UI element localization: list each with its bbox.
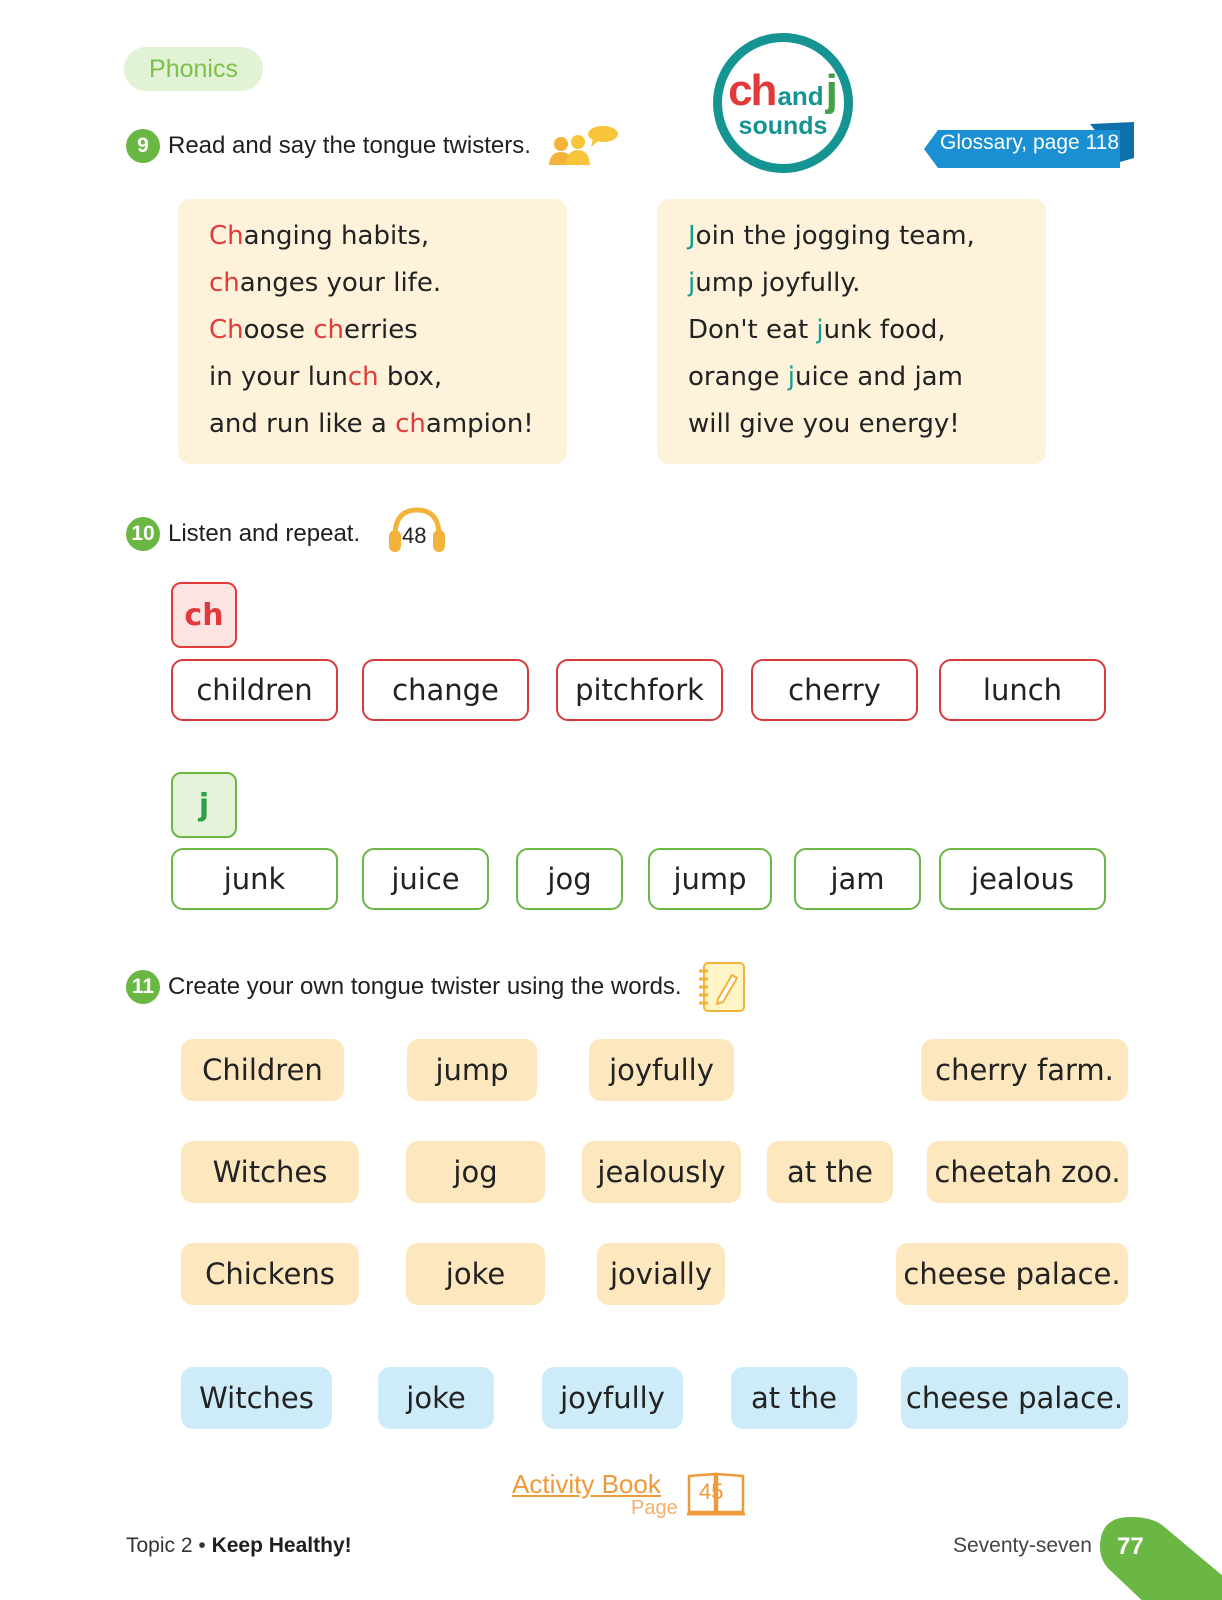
- activity-book-page-label: Page: [631, 1497, 678, 1519]
- ch-category-label: ch: [171, 582, 237, 648]
- j-category-label: j: [171, 772, 237, 838]
- topic-label: Topic 2 •: [126, 1534, 206, 1557]
- activity-11-instruction: [126, 959, 748, 1015]
- j-word: junk: [171, 848, 338, 910]
- notebook-pencil-icon: [696, 959, 748, 1015]
- track-number: 48: [402, 523, 427, 548]
- word-chip[interactable]: cherry farm.: [921, 1039, 1128, 1101]
- example-chip: at the: [731, 1367, 857, 1429]
- j-word: jam: [794, 848, 921, 910]
- activity-9-instruction: [126, 125, 621, 167]
- twister-line: Join the jogging team,: [688, 221, 975, 251]
- twister-line: orange juice and jam: [688, 362, 963, 392]
- word-chip[interactable]: joyfully: [589, 1039, 734, 1101]
- speaking-people-icon: [547, 125, 621, 167]
- twister-line: in your lunch box,: [209, 362, 443, 392]
- ch-word: pitchfork: [556, 659, 723, 721]
- activity-number: 9: [126, 129, 160, 163]
- word-chip[interactable]: Children: [181, 1039, 344, 1101]
- activity-book-label: Activity Book: [512, 1469, 661, 1499]
- tongue-twister-ch-panel: [178, 199, 567, 464]
- badge-j: j: [825, 65, 838, 115]
- tongue-twister-j-panel: [657, 199, 1046, 464]
- twister-line: changes your life.: [209, 268, 442, 298]
- j-word: jump: [648, 848, 772, 910]
- twister-line: and run like a champion!: [209, 409, 534, 439]
- topic-title: Keep Healthy!: [211, 1534, 352, 1557]
- badge-sounds: sounds: [738, 111, 828, 140]
- ch-word: cherry: [751, 659, 918, 721]
- word-chip[interactable]: jealously: [582, 1141, 741, 1203]
- activity-number: 11: [126, 970, 160, 1004]
- j-word: jog: [516, 848, 623, 910]
- activity-10-instruction: [126, 517, 360, 551]
- ch-and-j-sounds-badge: [713, 33, 853, 173]
- j-word: juice: [362, 848, 489, 910]
- j-word: jealous: [939, 848, 1106, 910]
- word-chip[interactable]: Chickens: [181, 1243, 359, 1305]
- instruction-text: Read and say the tongue twisters.: [168, 132, 531, 159]
- page-number-tab: [1100, 1517, 1222, 1600]
- page-word: Seventy-seven: [953, 1534, 1092, 1557]
- word-chip[interactable]: Witches: [181, 1141, 359, 1203]
- twister-line: jump joyfully.: [688, 268, 861, 298]
- page-number: 77: [1117, 1533, 1144, 1560]
- twister-line: Choose cherries: [209, 315, 418, 345]
- word-chip[interactable]: joke: [406, 1243, 545, 1305]
- activity-number: 10: [126, 517, 160, 551]
- topic-footer: [126, 1534, 352, 1558]
- audio-track-button[interactable]: [387, 506, 447, 556]
- word-chip[interactable]: jovially: [597, 1243, 725, 1305]
- ch-word: lunch: [939, 659, 1106, 721]
- example-chip: Witches: [181, 1367, 332, 1429]
- activity-book-link[interactable]: [512, 1465, 752, 1525]
- instruction-text: Listen and repeat.: [168, 520, 361, 547]
- word-chip[interactable]: cheetah zoo.: [927, 1141, 1128, 1203]
- ch-word: children: [171, 659, 338, 721]
- word-chip[interactable]: cheese palace.: [896, 1243, 1128, 1305]
- word-chip[interactable]: at the: [767, 1141, 893, 1203]
- example-chip: joyfully: [542, 1367, 683, 1429]
- example-chip: cheese palace.: [901, 1367, 1128, 1429]
- badge-and: and: [777, 80, 824, 111]
- example-chip: joke: [378, 1367, 494, 1429]
- word-chip[interactable]: jump: [407, 1039, 537, 1101]
- twister-line: Don't eat junk food,: [688, 315, 946, 345]
- activity-book-page-number: 45: [699, 1479, 724, 1504]
- twister-line: Changing habits,: [209, 221, 430, 251]
- instruction-text: Create your own tongue twister using the words.: [168, 973, 682, 1000]
- glossary-link[interactable]: [924, 122, 1134, 170]
- badge-ch: ch: [728, 65, 776, 115]
- word-chip[interactable]: jog: [406, 1141, 545, 1203]
- glossary-label: Glossary, page 118: [940, 131, 1119, 154]
- twister-line: will give you energy!: [688, 409, 960, 439]
- phonics-tag: Phonics: [124, 47, 263, 91]
- ch-word: change: [362, 659, 529, 721]
